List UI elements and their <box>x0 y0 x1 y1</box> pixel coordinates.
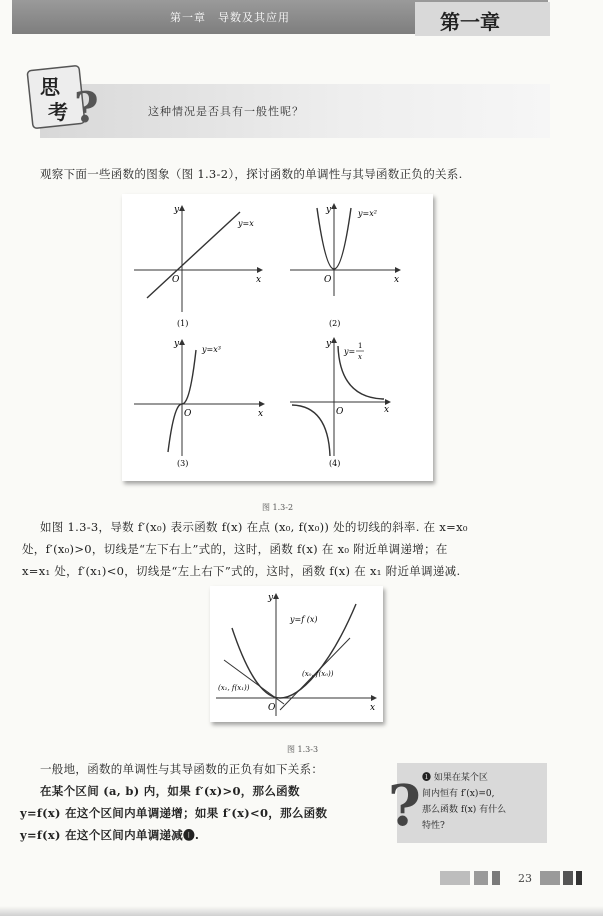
question-mark-icon: ? <box>74 83 99 132</box>
curve-y-equals-x <box>147 212 240 298</box>
panel-3-func: y=x³ <box>202 345 221 354</box>
footer-bar-2 <box>474 871 488 885</box>
fig2-point1: (x₁, f(x₁)) <box>218 684 250 692</box>
side-note-text <box>422 770 506 834</box>
fig2-x-axis: x <box>370 703 376 713</box>
figure-1-3-3-caption: 图 1.3-3 <box>287 745 319 754</box>
panel-1-label: (1) <box>177 319 189 328</box>
bottom-edge <box>0 906 603 916</box>
panel-3-origin: O <box>184 409 192 419</box>
footer-bar-5 <box>563 871 573 885</box>
panel-4-func-num: 1 <box>358 342 363 350</box>
think-question: 这种情况是否具有一般性呢？ <box>148 105 304 118</box>
panel-4 <box>290 338 390 468</box>
figure-1-3-2-svg <box>122 194 433 481</box>
chapter-title: 第一章 <box>440 10 500 34</box>
footer-bar-6 <box>576 871 582 885</box>
curve-reciprocal-negative <box>292 405 330 456</box>
figure-1-3-2 <box>122 194 433 481</box>
panel-3-y-axis: y <box>174 339 180 349</box>
panel-3-label: (3) <box>177 459 189 468</box>
page-number: 23 <box>518 872 532 885</box>
panel-2-func: y=x² <box>358 209 377 218</box>
para3-line1: 一般地，函数的单调性与其导函数的正负有如下关系： <box>40 762 324 776</box>
think-badge <box>26 64 104 134</box>
svg-text:?: ? <box>388 773 421 833</box>
panel-1-func: y=x <box>238 219 254 228</box>
panel-2-label: (2) <box>329 319 341 328</box>
panel-4-origin: O <box>336 407 344 417</box>
fig2-point0: (x₀, f(x₀)) <box>302 670 334 678</box>
panel-3 <box>134 339 264 468</box>
figure-1-3-3 <box>210 586 383 722</box>
think-badge-top: 思 <box>40 75 60 99</box>
question-mark-icon <box>388 773 422 833</box>
panel-2-x-axis: x <box>394 275 400 285</box>
fig2-origin: O <box>268 703 276 713</box>
panel-2 <box>290 204 400 328</box>
para2-line1: 如图 1.3-3，导数 f′(x₀) 表示函数 f(x) 在点 (x₀, f(x₀)) 处的切线的斜率. 在 x=x₀ <box>40 520 468 534</box>
note-line-1: ❶ 如果在某个区 <box>422 773 488 783</box>
note-line-3: 那么函数 f(x) 有什么 <box>422 805 507 815</box>
panel-4-y-axis: y <box>326 339 332 349</box>
panel-4-func-prefix: y= <box>344 347 356 356</box>
panel-3-x-axis: x <box>258 409 264 419</box>
footer-bar-1 <box>440 871 470 885</box>
para2-line3: x=x₁ 处，f′(x₁)<0，切线是“左上右下”式的，这时，函数 f(x) 在 x₁ 附近单调递减. <box>22 564 461 578</box>
note-line-4: 特性? <box>422 821 445 831</box>
para2-line2: 处，f′(x₀)>0，切线是“左下右上”式的，这时，函数 f(x) 在 x₀ 附近单调递增；在 <box>22 542 448 556</box>
panel-1-origin: O <box>172 275 180 285</box>
panel-4-func-den: x <box>358 353 362 361</box>
tangent-at-x1 <box>224 660 284 704</box>
note-line-2: 间内恒有 f′(x)=0, <box>422 789 495 799</box>
footer-bar-4 <box>540 871 560 885</box>
panel-4-x-axis: x <box>384 405 390 415</box>
para3-line3: y=f(x) 在这个区间内单调递增；如果 f′(x)<0，那么函数 <box>20 806 328 820</box>
intro-paragraph: 观察下面一些函数的图象（图 1.3-2），探讨函数的单调性与其导函数正负的关系. <box>40 167 463 181</box>
para3-line2: 在某个区间 (a, b) 内，如果 f′(x)>0，那么函数 <box>40 784 300 798</box>
panel-1-y-axis: y <box>174 205 180 215</box>
panel-2-y-axis: y <box>326 205 332 215</box>
figure-1-3-3-svg <box>210 586 383 722</box>
panel-1-x-axis: x <box>256 275 262 285</box>
footer-bar-3 <box>492 871 500 885</box>
para3-line4: y=f(x) 在这个区间内单调递减❶. <box>20 828 200 842</box>
think-badge-bottom: 考 <box>48 100 68 124</box>
panel-4-label: (4) <box>329 459 341 468</box>
panel-1 <box>134 205 262 328</box>
fig2-y-axis: y <box>268 593 274 603</box>
fig2-func: y=f (x) <box>290 615 318 624</box>
panel-2-origin: O <box>324 275 332 285</box>
figure-1-3-2-caption: 图 1.3-2 <box>262 503 294 512</box>
running-title: 第一章 导数及其应用 <box>170 11 290 24</box>
